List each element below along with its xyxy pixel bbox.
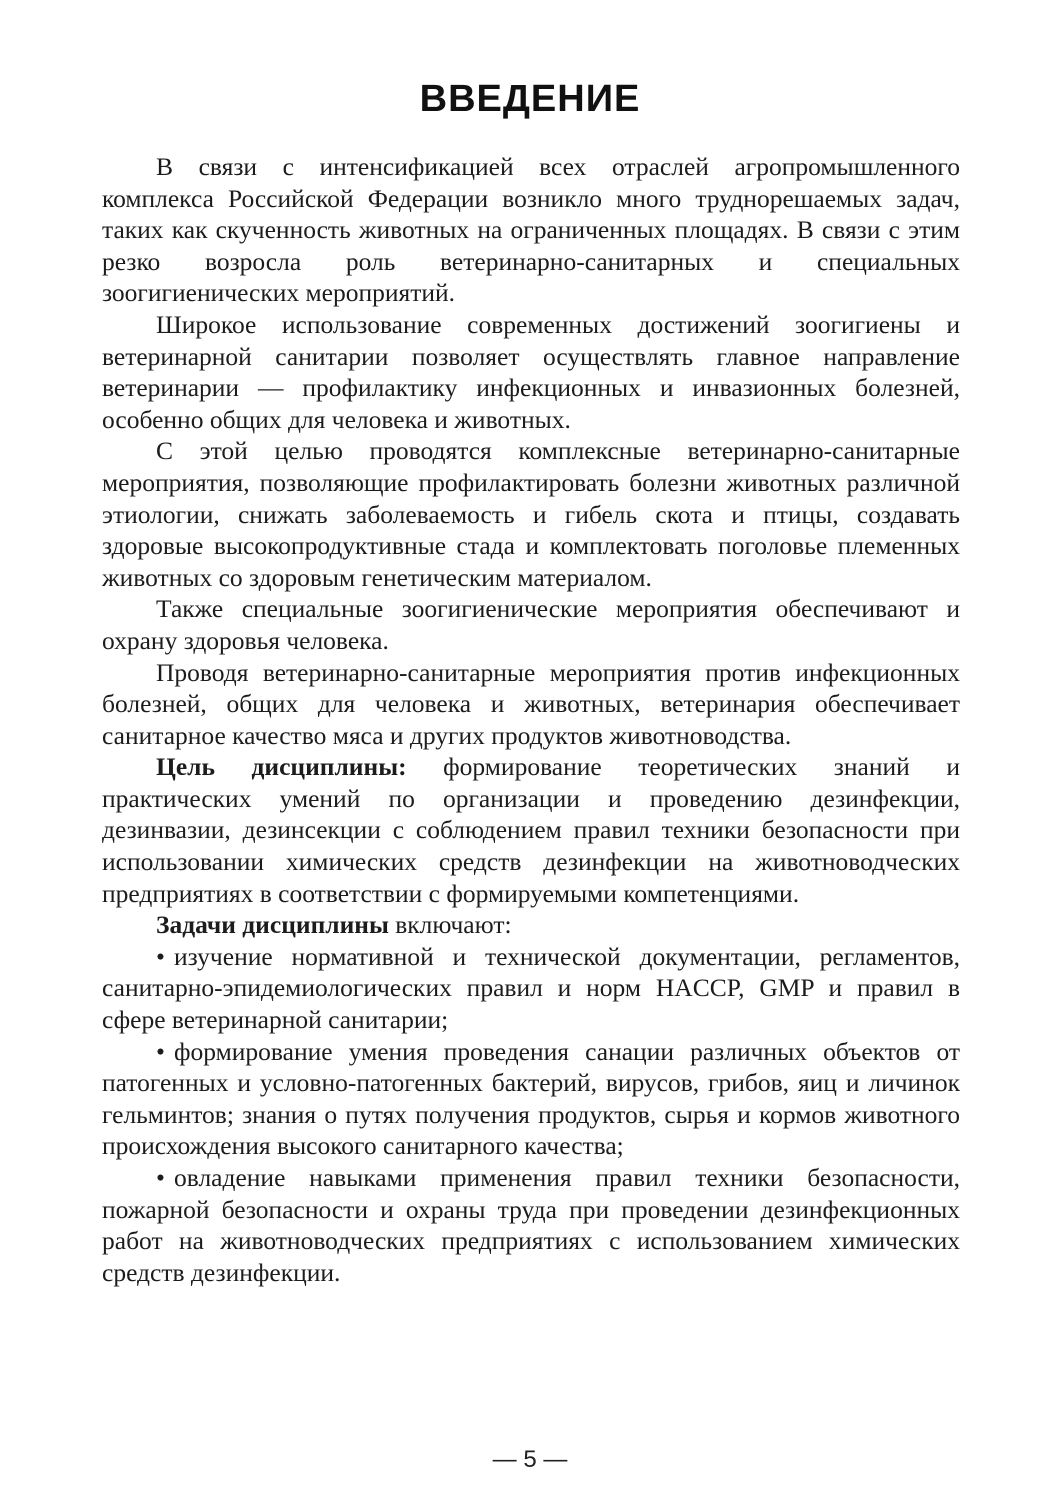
paragraph-quality: Проводя ветеринарно-санитарные мероприятия против инфекционных болезней, общих для человека и животных, ветеринария обеспечивает санитарное качество мяса и других продуктов животноводства. bbox=[102, 657, 960, 750]
page-number: — 5 — bbox=[492, 1446, 568, 1473]
bullet-text: изучение нормативной и технической документации, регламентов, санитарно-эпидемиологических правил и норм HACCP, GMP и правил в сфере ветеринарной санитарии; bbox=[102, 941, 960, 1035]
paragraph-health: Также специальные зоогигиенические мероприятия обеспечивают и охрану здоровья человека. bbox=[102, 594, 960, 655]
bullet-icon: • bbox=[156, 1036, 165, 1066]
paragraph-intro: В связи с интенсификацией всех отраслей агропромышленного комплекса Российской Федерации возникло много труднорешаемых задач, таких как скученность животных на ограниченных площадях. В связи с этим резко возросла роль ветеринарно-санитарных и специальных зоогигиенических мероприятий. bbox=[102, 152, 960, 308]
list-item bbox=[102, 1162, 960, 1288]
paragraph-measures: С этой целью проводятся комплексные ветеринарно-санитарные мероприятия, позволяющие профилактировать болезни животных различной этиологии, снижать заболеваемость и гибель скота и птицы, создавать здоровые высокопродуктивные стада и комплектовать поголовье племенных животных со здоровым генетическим материалом. bbox=[102, 436, 960, 592]
page-title: ВВЕДЕНИЕ bbox=[419, 78, 641, 120]
list-item bbox=[102, 1036, 960, 1162]
list-item bbox=[102, 941, 960, 1036]
bullet-text: овладение навыками применения правил техники безопасности, пожарной безопасности и охраны труда при проведении дезинфекционных работ на животноводческих предприятиях с использованием химических средств дезинфекции. bbox=[102, 1163, 960, 1287]
paragraph-tasks bbox=[102, 909, 960, 941]
bullet-icon: • bbox=[156, 1163, 165, 1192]
paragraph-goal bbox=[102, 751, 960, 909]
tasks-label: Задачи дисциплины bbox=[156, 910, 389, 940]
bullet-icon: • bbox=[156, 941, 165, 971]
tasks-text: включают: bbox=[388, 910, 512, 940]
paragraph-zoohygiene: Широкое использование современных достижений зоогигиены и ветеринарной санитарии позволяет осуществлять главное направление ветеринарии — профилактику инфекционных и инвазионных болезней, особенно общих для человека и животных. bbox=[102, 309, 960, 434]
goal-label: Цель дисциплины: bbox=[156, 752, 407, 782]
body-text bbox=[102, 151, 960, 1288]
goal-text: формирование теоретических знаний и практических умений по организации и проведению дезинфекции, дезинвазии, дезинсекции с соблюдением правил техники безопасности при использовании химических средств дезинфекции на животноводческих предприятиях в соответствии с формируемыми компетенциями. bbox=[102, 752, 960, 908]
bullet-text: формирование умения проведения санации различных объектов от патогенных и условно-патогенных бактерий, вирусов, грибов, яиц и личинок гельминтов; знания о путях получения продуктов, сырья и кормов животного происхождения высокого санитарного качества; bbox=[102, 1036, 960, 1161]
